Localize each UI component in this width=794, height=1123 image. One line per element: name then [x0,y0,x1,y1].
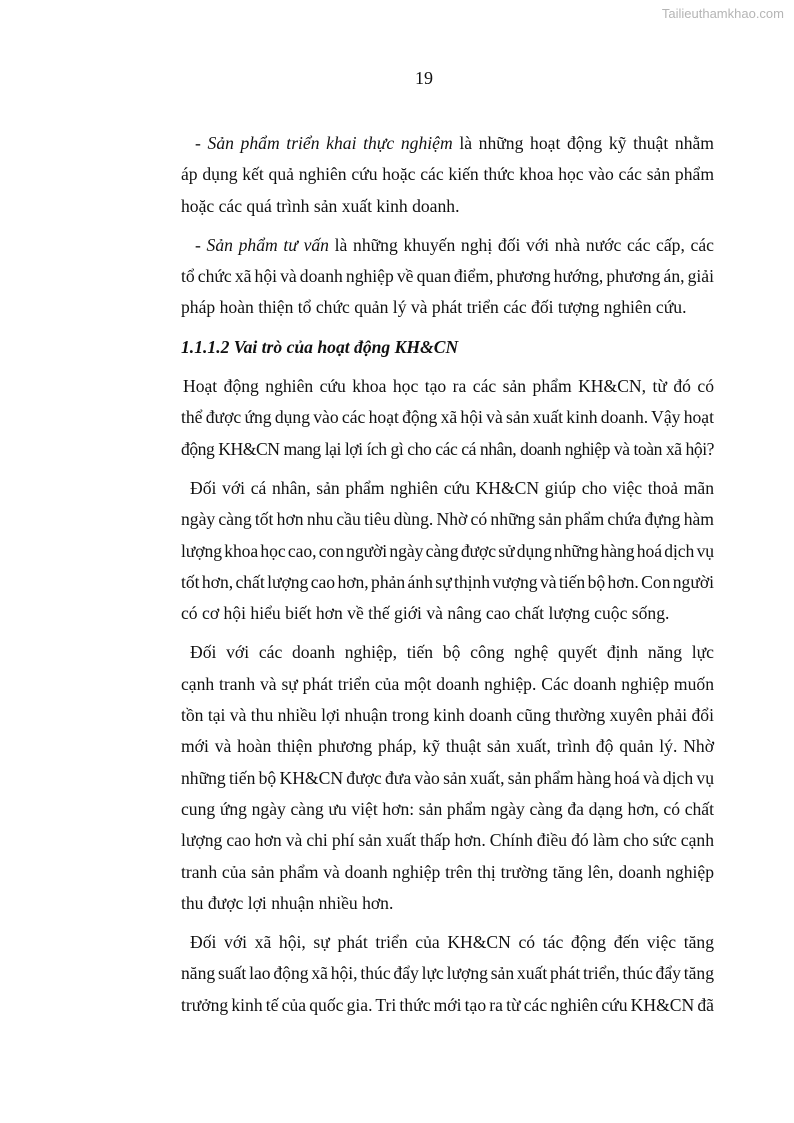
watermark: Tailieuthamkhao.com [661,6,784,21]
text-line [181,731,714,762]
text-line [181,857,714,888]
text-line-content [181,541,714,561]
text-line-content [181,266,714,286]
text-line [181,504,714,535]
text-segment: 1.1.1.2 Vai trò của hoạt động KH&CN [181,336,459,357]
text-segment: pháp hoàn thiện tổ chức quản lý và phát triển các đối tượng nghiên cứu. [181,297,687,318]
text-line-content [181,995,714,1015]
text-line [181,159,714,190]
text-line [181,536,714,567]
text-line [181,292,714,323]
text-line [181,230,714,261]
italic-term: Sản phẩm tư vấn [206,234,329,255]
text-line-content [190,642,714,662]
text-segment: - [195,133,208,153]
text-line [181,669,714,700]
text-segment: lượng cao hơn và chi phí sản xuất thấp hơn. Chính điều đó làm cho sức cạnh [181,830,714,851]
text-segment: thu được lợi nhuận nhiều hơn. [181,892,394,913]
paragraph [181,128,714,222]
text-line [181,191,714,222]
text-segment: Đối với các doanh nghiệp, tiến bộ công nghệ quyết định năng lực [190,642,714,663]
text-line-content [181,196,459,216]
text-segment: những tiến bộ KH&CN được đưa vào sản xuất, sản phẩm hàng hoá và dịch vụ [181,767,714,788]
text-line [181,637,714,668]
text-segment: ngày càng tốt hơn nhu cầu tiêu dùng. Nhờ có những sản phẩm chứa đựng hàm [181,509,714,530]
text-line-content [181,164,714,184]
text-line-content [181,407,714,427]
text-segment: là những hoạt động kỹ thuật nhằm [452,133,714,153]
text-line [181,958,714,989]
text-line [181,473,714,504]
text-line [181,128,714,159]
text-line-content [190,478,714,498]
paragraph [181,371,714,465]
text-line [181,402,714,433]
text-line-content [181,799,714,819]
section-heading [181,332,714,363]
text-line-content [181,297,686,317]
text-line [181,990,714,1021]
text-line [181,434,714,465]
text-segment: Đối với cá nhân, sản phẩm nghiên cứu KH&CN giúp cho việc thoả mãn [190,477,714,498]
text-line-content [190,932,714,952]
text-segment: Đối với xã hội, sự phát triển của KH&CN có tác động đến việc tăng [190,932,714,953]
text-segment: tồn tại và thu nhiều lợi nhuận trong kinh doanh cũng thường xuyên phải đổi [181,705,714,726]
text-line [181,825,714,856]
italic-term: Sản phẩm triển khai thực nghiệm [207,133,453,153]
text-line-content [181,862,714,882]
text-line-content [181,736,714,756]
text-segment: lượng khoa học cao, con người ngày càng được sử dụng những hàng hoá dịch vụ [181,540,714,561]
text-line [181,332,714,363]
text-segment: cung ứng ngày càng ưu việt hơn: sản phẩm ngày càng đa dạng hơn, có chất [181,798,714,819]
text-segment: có cơ hội hiểu biết hơn về thế giới và nâng cao chất lượng cuộc sống. [181,603,670,624]
page-number: 19 [415,68,433,88]
text-line-content [181,893,393,913]
text-line [181,700,714,731]
text-segment: - [195,234,207,255]
text-segment: năng suất lao động xã hội, thúc đẩy lực lượng sản xuất phát triển, thúc đẩy tăng [181,963,714,984]
text-line-content [181,509,714,529]
text-segment: hoặc các quá trình sản xuất kinh doanh. [181,195,460,216]
text-segment: tranh của sản phẩm và doanh nghiệp trên thị trường tăng lên, doanh nghiệp [181,861,714,882]
text-line [181,567,714,598]
text-line-content [181,572,714,592]
text-line-content [181,439,714,459]
paragraph [181,473,714,629]
document-body [181,128,714,1029]
text-segment: trưởng kinh tế của quốc gia. Tri thức mới tạo ra từ các nghiên cứu KH&CN đã [181,994,714,1015]
text-line [181,261,714,292]
text-segment: là những khuyến nghị đối với nhà nước các cấp, các [328,234,714,255]
paragraph [181,230,714,324]
text-line [181,371,714,402]
paragraph [181,637,714,919]
text-segment: thể được ứng dụng vào các hoạt động xã hội và sản xuất kinh doanh. Vậy hoạt [181,407,714,428]
text-segment: mới và hoàn thiện phương pháp, kỹ thuật sản xuất, trình độ quản lý. Nhờ [181,736,714,757]
text-line-content [181,963,714,983]
text-line-content [181,705,714,725]
text-line-content [181,337,458,357]
text-line [181,794,714,825]
text-line-content [183,376,714,396]
text-line [181,598,714,629]
text-segment: áp dụng kết quả nghiên cứu hoặc các kiến thức khoa học vào các sản phẩm [181,164,714,185]
text-line-content [195,235,714,255]
text-line-content [181,674,714,694]
text-line-content [181,830,714,850]
text-segment: Hoạt động nghiên cứu khoa học tạo ra các sản phẩm KH&CN, từ đó có [183,376,714,397]
text-segment: tổ chức xã hội và doanh nghiệp về quan điểm, phương hướng, phương án, giải [181,266,714,287]
text-line [181,763,714,794]
text-line-content [195,133,714,153]
text-line [181,927,714,958]
text-line [181,888,714,919]
text-segment: động KH&CN mang lại lợi ích gì cho các cá nhân, doanh nghiệp và toàn xã hội? [181,438,714,459]
text-segment: cạnh tranh và sự phát triển của một doanh nghiệp. Các doanh nghiệp muốn [181,673,714,694]
text-line-content [181,768,714,788]
text-segment: tốt hơn, chất lượng cao hơn, phản ánh sự thịnh vượng và tiến bộ hơn. Con người [181,571,714,592]
paragraph [181,927,714,1021]
text-line-content [181,603,669,623]
